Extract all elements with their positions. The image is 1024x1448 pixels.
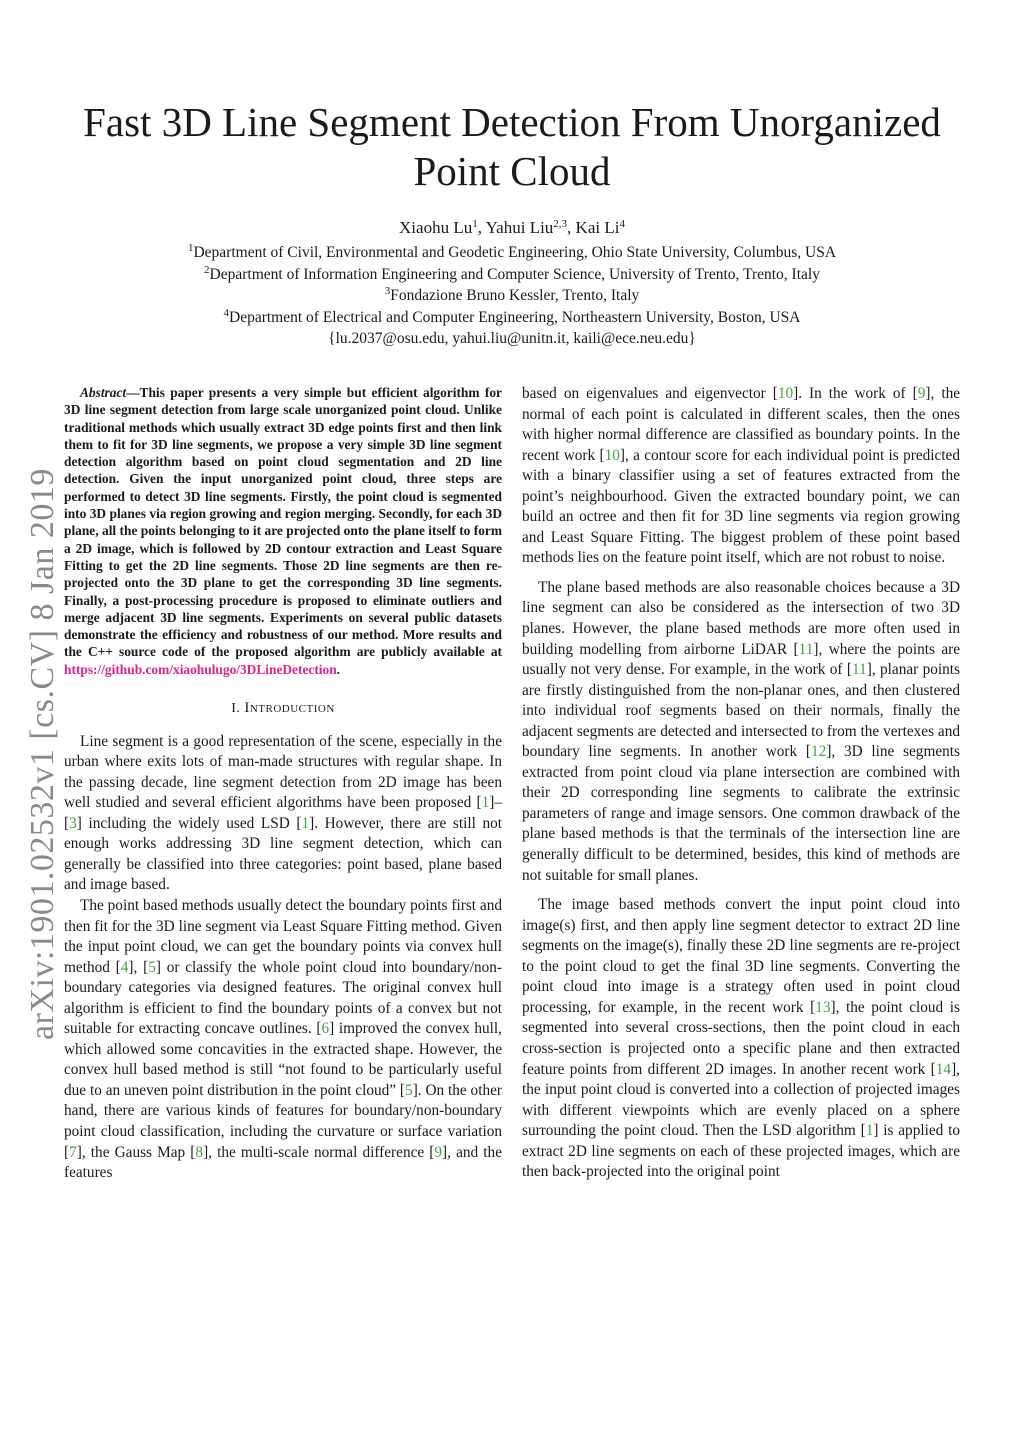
author: Kai Li [575, 218, 620, 237]
affiliation-text: Department of Information Engineering and Computer Science, University of Trento, Trento, Italy [209, 265, 820, 283]
citation-link[interactable]: 12 [811, 743, 827, 761]
citation-link[interactable]: 7 [69, 1143, 77, 1161]
author-affil-mark: 4 [619, 218, 625, 230]
citation-link[interactable]: 9 [917, 385, 926, 402]
affiliation-text: Fondazione Bruno Kessler, Trento, Italy [390, 287, 640, 304]
author-affil-mark: 2,3 [553, 218, 568, 230]
citation-link[interactable]: 11 [798, 640, 814, 658]
affiliation [60, 264, 964, 286]
abstract-label: Abstract [80, 385, 127, 400]
citation-link[interactable]: 5 [148, 958, 156, 976]
right-paragraph-3: The image based methods convert the input point cloud into image(s) first, and then apply line segment detector to extract 2D line segments on the image(s), finally these 2D line segments are re-project to the point cloud to get the final 3D line segments. Converting the point cloud into image is a strategy often used in point cloud processing, for example, in the recent work [13], the point cloud is segmented into several cross-sections, then the point cloud in each cross-section is projected onto a specific plane and then extracted feature points from different 2D images. In another recent work [14], the input point cloud is converted into a collection of projected images with different viewpoints which are evenly placed on a sphere surrounding the point cloud. Then the LSD algorithm [1] is applied to extract 2D line segments on each of these projected images, which are then back-projected into the original point [522, 896, 960, 1181]
right-column [522, 384, 960, 1183]
author-emails: {lu.2037@osu.edu, yahui.liu@unitn.it, kaili@ece.neu.edu} [328, 330, 696, 347]
paper-title [60, 98, 964, 196]
author: Xiaohu Lu [399, 218, 473, 237]
affiliation-mark: 4 [223, 306, 229, 319]
right-paragraph-2: The plane based methods are also reasonable choices because a 3D line segment can also be considered as the intersection of two 3D planes. However, the plane based methods are more often used in building modelling from airborne LiDAR [11], where the points are usually not very dense. For example, in the work of [11], planar points are firstly distinguished from the non-planar ones, and then clustered into individual roof segments based on their normals, finally the adjacent segments are detected and intersected to from the vertexes and boundary line segments. In another work [12], 3D line segments extracted from point cloud via plane intersection are combined with their 2D corresponding line segments to calibrate the extrinsic parameters of range and image sensors. One common drawback of the plane based methods is that the terminals of the intersection line are generally difficult to be determined, besides, this kind of methods are not suitable for small planes. [522, 578, 961, 884]
code-link[interactable]: https://github.com/xiaohulugo/3DLineDetection [64, 661, 337, 677]
citation-link[interactable]: 5 [405, 1081, 413, 1099]
section-number: I. [231, 701, 245, 717]
citation-link[interactable]: 10 [777, 385, 794, 402]
affiliation-text: Department of Civil, Environmental and Geodetic Engineering, Ohio State University, Columbus, USA [193, 244, 837, 261]
intro-paragraph-2: The point based methods usually detect the boundary points first and then fit for the 3D line segment via Least Square Fitting method. Given the input point cloud, we can get the boundary points via convex hull method [4], [5] or classify the whole point cloud into boundary/non-boundary categories via designed features. The original convex hull algorithm is efficient to find the boundary points of a convex but not suitable for extracting concave outlines. [6] improved the convex hull, which allowed some concavities in the extracted shape. However, the convex hull based method is still “not found to be particularly useful due to an uneven point distribution in the point cloud” [5]. On the other hand, there are various kinds of features for boundary/non-boundary point cloud classification, including the curvature or surface variation [7], the Gauss Map [8], the multi-scale normal difference [9], and the features [64, 896, 503, 1182]
affiliation [60, 242, 964, 264]
citation-link[interactable]: 9 [434, 1143, 443, 1161]
citation-link[interactable]: 8 [195, 1143, 204, 1161]
citation-link[interactable]: 11 [852, 661, 867, 679]
intro-paragraph-1: Line segment is a good representation of the scene, especially in the urban where exits lots of man-made structures with regular shape. In the passing decade, line segment detection from 2D image has been well studied and several efficient algorithms have been proposed [1]–[3] including the widely used LSD [1]. However, there are still not enough works addressing 3D line segment detection, which can generally be classified into three categories: point based, plane based and image based. [64, 732, 502, 894]
title-line-2: Point Cloud [413, 148, 611, 194]
affiliations [60, 242, 964, 350]
author-separator: , [567, 218, 576, 237]
affiliation-mark: 1 [187, 242, 194, 254]
left-column [64, 384, 502, 1184]
author-separator: , [477, 218, 486, 237]
right-paragraph-1: based on eigenvalues and eigenvector [10]. In the work of [9], the normal of each point is calculated in different scales, then the ones with higher normal difference are classified as boundary points. In the recent work [10], a contour score for each individual point is predicted with a binary classifier using a set of features extracted from the point’s neighbourhood. Given the extracted boundary point, we can build an octree and then fit for 3D line segments via region growing and Least Square Fitting. The biggest problem of these point based methods lies on the feature point itself, which are not robust to noise. [522, 385, 961, 567]
author-list [60, 217, 964, 239]
section-heading-introduction [64, 698, 502, 720]
affiliation [60, 307, 964, 329]
abstract-end: . [336, 661, 341, 677]
abstract [64, 384, 502, 678]
citation-link[interactable]: 1 [301, 814, 310, 832]
arxiv-stamp: arXiv:1901.02532v1 [cs.CV] 8 Jan 2019 [24, 468, 61, 1040]
affiliation-mark: 2 [204, 263, 210, 276]
citation-link[interactable]: 1 [865, 1122, 874, 1140]
citation-link[interactable]: 6 [321, 1020, 330, 1038]
abstract-text: This paper presents a very simple but efficient algorithm for 3D line segment detection from large scale unorganized point cloud. Unlike traditional methods which usually extract 3D edge points first and then link them to fit for 3D line segments, we propose a very simple 3D line segment detection algorithm based on point cloud segmentation and 2D line detection. Given the input unorganized point cloud, three steps are performed to detect 3D line segments. Firstly, the point cloud is segmented into 3D planes via region growing and region merging. Secondly, for each 3D plane, all the points belonging to it are projected onto the plane itself to form a 2D image, which is followed by 2D contour extraction and Least Square Fitting to get the 2D line segments. Those 2D line segments are then re-projected onto the 3D plane to get the corresponding 3D line segments. Finally, a post-processing procedure is proposed to eliminate outliers and merge adjacent 3D line segments. Experiments on several public datasets demonstrate the efficiency and robustness of our method. More results and the C++ source code of the proposed algorithm are publicly available at [64, 385, 502, 660]
affiliation [60, 285, 964, 307]
citation-link[interactable]: 3 [69, 814, 77, 832]
citation-link[interactable]: 4 [120, 958, 129, 976]
citation-link[interactable]: 13 [815, 998, 831, 1016]
author-affil-mark: 1 [472, 218, 478, 230]
citation-link[interactable]: 14 [935, 1060, 952, 1078]
affiliation-text: Department of Electrical and Computer Engineering, Northeastern University, Boston, USA [229, 308, 801, 326]
citation-link[interactable]: 1 [481, 794, 490, 812]
section-title: Introduction [244, 700, 335, 717]
citation-link[interactable]: 10 [604, 446, 620, 464]
abstract-dash: — [126, 385, 140, 400]
title-line-1: Fast 3D Line Segment Detection From Unorganized [83, 99, 941, 145]
author: Yahui Liu [485, 218, 554, 237]
affiliation-mark: 3 [384, 285, 391, 297]
